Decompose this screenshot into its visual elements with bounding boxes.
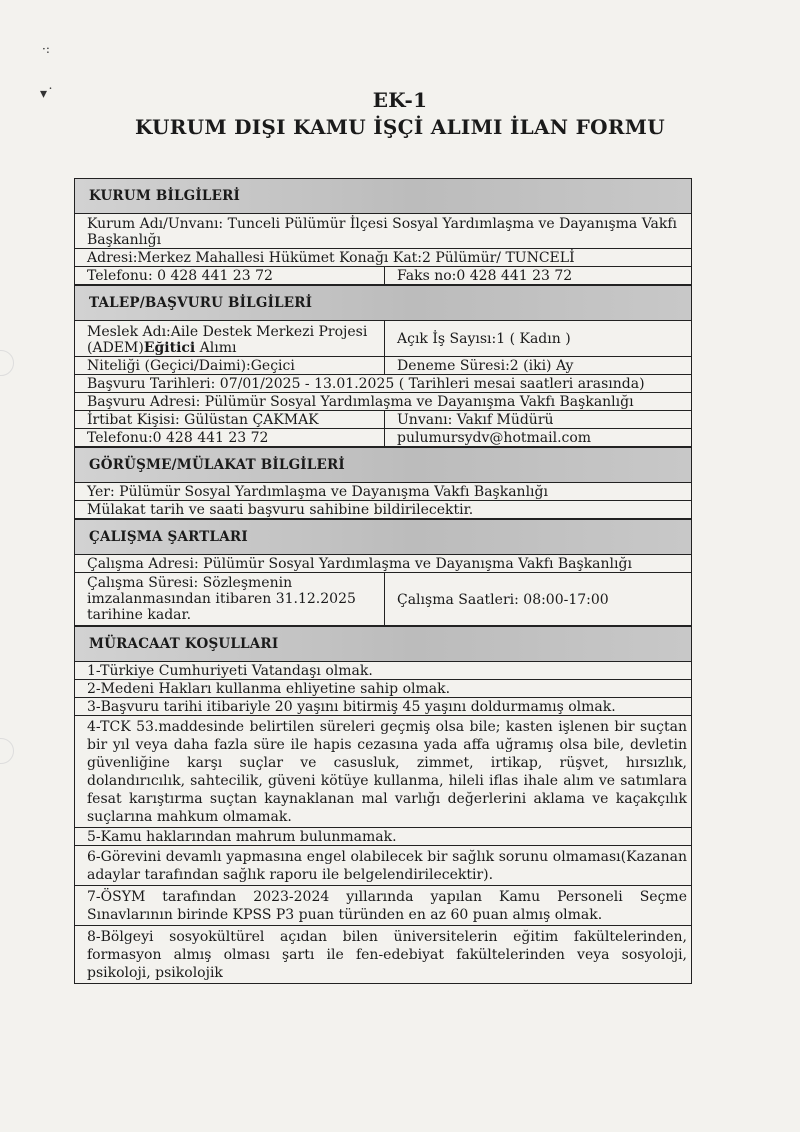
work-duration-line1: Çalışma Süresi: Sözleşmenin [87,575,293,591]
row-kurum-contact [75,267,691,285]
condition-3: 3-Başvuru tarihi itibariyle 20 yaşını bitirmiş 45 yaşını doldurmamış olmak. [87,699,616,715]
section-kurum-heading: KURUM BİLGİLERİ [75,178,691,214]
condition-2: 2-Medeni Hakları kullanma ehliyetine sahip olmak. [87,681,451,697]
condition-item [75,680,691,698]
condition-5: 5-Kamu haklarından mahrum bulunmamak. [87,829,397,845]
row-dates [75,375,691,393]
row-interview-place [75,483,691,501]
kurum-fax: Faks no:0 428 441 23 72 [397,268,573,284]
condition-8: 8-Bölgeyi sosyokültürel açıdan bilen üniversitelerin eğitim fakültelerinden, formasyon almış olması şartı ile fen-edebiyat fakültelerinden veya sosyoloji, psikoloji, psikolojik [87,929,687,981]
occupation-line1: Meslek Adı:Aile Destek Merkezi Projesi [87,324,368,340]
kurum-phone: Telefonu: 0 428 441 23 72 [75,267,385,284]
job-nature: Niteliği (Geçici/Daimi):Geçici [75,357,385,374]
row-contact-phone [75,429,691,447]
scan-mark: ·: [42,42,50,56]
row-work-duration [75,573,691,626]
kurum-name-line2: Başkanlığı [87,232,162,248]
contact-phone: Telefonu:0 428 441 23 72 [75,429,385,446]
row-nature [75,357,691,375]
row-kurum-name [75,214,691,249]
condition-item [75,698,691,716]
work-hours: Çalışma Saatleri: 08:00-17:00 [397,591,609,608]
application-dates: Başvuru Tarihleri: 07/01/2025 - 13.01.2025 ( Tarihleri mesai saatleri arasında) [87,376,645,392]
section-muracaat-heading: MÜRACAAT KOŞULLARI [75,626,691,662]
row-application-address [75,393,691,411]
open-positions: Açık İş Sayısı:1 ( Kadın ) [397,331,571,347]
condition-4: 4-TCK 53.maddesinde belirtilen süreleri geçmiş olsa bile; kasten işlenen bir suçtan bir yıl veya daha fazla süre ile hapis cezasına yada affa uğramış olsa bile, devletin güvenliğine karşı suçlar ve casusluk, zimmet, irtikap, rüşvet, hırsızlık, dolandırıcılık, sahtecilik, güveni kötüye kullanma, hileli iflas ihale alım ve satımlara fesat karıştırma suçtan kaynaklanan mal varlığı değerlerini aklama ve kaçakçılık suçlarına mahkum olmamak. [87,719,687,825]
interview-note: Mülakat tarih ve saati başvuru sahibine bildirilecektir. [87,502,474,518]
condition-item [75,926,691,984]
condition-item [75,662,691,680]
condition-item [75,828,691,846]
row-kurum-address [75,249,691,267]
section-gorusme-heading: GÖRÜŞME/MÜLAKAT BİLGİLERİ [75,447,691,483]
application-form [74,178,692,984]
punch-hole [0,738,14,764]
condition-6: 6-Görevini devamlı yapmasına engel olabilecek bir sağlık sorunu olmaması(Kazanan adaylar tarafından sağlık raporu ile belgelendirilecektir). [87,849,687,883]
occupation-line2 [87,340,380,356]
work-duration-line3: tarihine kadar. [87,607,192,623]
condition-item [75,886,691,926]
row-occupation [75,321,691,357]
kurum-name-line1: Kurum Adı/Unvanı: Tunceli Pülümür İlçesi Sosyal Yardımlaşma ve Dayanışma Vakfı [87,216,678,232]
occupation-suffix: Alımı [195,340,237,356]
condition-item [75,846,691,886]
section-calisma-heading: ÇALIŞMA ŞARTLARI [75,519,691,555]
interview-place: Yer: Pülümür Sosyal Yardımlaşma ve Dayanışma Vakfı Başkanlığı [87,484,548,500]
occupation-prefix: (ADEM) [87,340,144,356]
row-interview-note [75,501,691,519]
scan-mark: ▾˙ [40,86,55,102]
contact-title: Unvanı: Vakıf Müdürü [397,412,554,428]
work-duration-line2: imzalanmasından itibaren 31.12.2025 [87,591,356,607]
work-address: Çalışma Adresi: Pülümür Sosyal Yardımlaşma ve Dayanışma Vakfı Başkanlığı [87,556,632,572]
page-title-line2: KURUM DIŞI KAMU İŞÇİ ALIMI İLAN FORMU [135,115,665,139]
punch-hole [0,350,14,376]
section-talep-heading: TALEP/BAŞVURU BİLGİLERİ [75,285,691,321]
row-work-address [75,555,691,573]
probation-period: Deneme Süresi:2 (iki) Ay [397,358,574,374]
application-address: Başvuru Adresi: Pülümür Sosyal Yardımlaşma ve Dayanışma Vakfı Başkanlığı [87,394,634,410]
page-title-line1: EK-1 [372,88,428,112]
condition-item [75,716,691,828]
contact-person: İrtibat Kişisi: Gülüstan ÇAKMAK [75,411,385,428]
condition-1: 1-Türkiye Cumhuriyeti Vatandaşı olmak. [87,663,373,679]
kurum-address: Adresi:Merkez Mahallesi Hükümet Konağı Kat:2 Pülümür/ TUNCELİ [87,250,575,266]
condition-7: 7-ÖSYM tarafından 2023-2024 yıllarında yapılan Kamu Personeli Seçme Sınavlarının birinde KPSS P3 puan türünden en az 60 puan almış olmak. [87,889,687,923]
occupation-bold: Eğitici [143,340,196,356]
contact-email: pulumursydv@hotmail.com [397,430,592,446]
row-contact [75,411,691,429]
